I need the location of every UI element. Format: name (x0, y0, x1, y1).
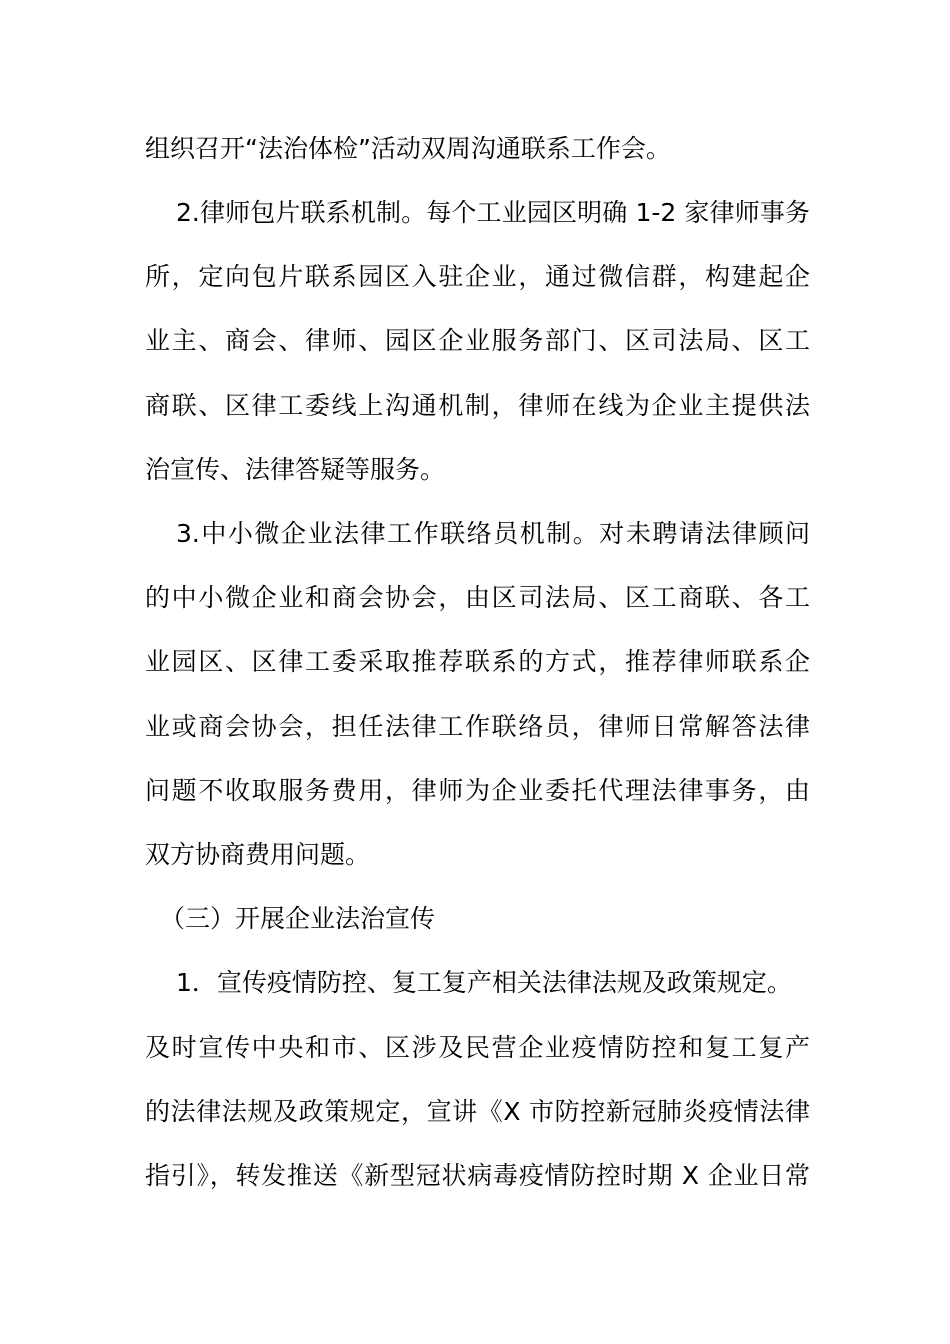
text-line: 3.中小微企业法律工作联络员机制。对未聘请法律顾问 (176, 519, 810, 548)
text-line: 双方协商费用问题。 (145, 840, 371, 869)
text-line: 的中小微企业和商会协会，由区司法局、区工商联、各工 (145, 583, 810, 612)
text-line: 业或商会协会，担任法律工作联络员，律师日常解答法律 (145, 712, 810, 741)
text-line: 治宣传、法律答疑等服务。 (145, 455, 446, 484)
text-line: 2.律师包片联系机制。每个工业园区明确 1-2 家律师事务 (176, 198, 810, 227)
text-line: 业园区、区律工委采取推荐联系的方式，推荐律师联系企 (145, 647, 810, 676)
text-line: 指引》，转发推送《新型冠状病毒疫情防控时期 X 企业日常 (145, 1161, 810, 1190)
text-line: 商联、区律工委线上沟通机制，律师在线为企业主提供法 (145, 391, 810, 420)
text-line: 所，定向包片联系园区入驻企业，通过微信群，构建起企 (145, 262, 810, 291)
text-line: 1．宣传疫情防控、复工复产相关法律法规及政策规定。 (176, 968, 792, 997)
text-line: 及时宣传中央和市、区涉及民营企业疫情防控和复工复产 (145, 1033, 810, 1062)
text-line: 组织召开“法治体检”活动双周沟通联系工作会。 (145, 134, 671, 163)
text-line: 问题不收取服务费用，律师为企业委托代理法律事务，由 (145, 776, 810, 805)
text-line: 业主、商会、律师、园区企业服务部门、区司法局、区工 (145, 326, 810, 355)
section-heading: （三）开展企业法治宣传 (160, 904, 436, 933)
text-line: 的法律法规及政策规定，宣讲《X 市防控新冠肺炎疫情法律 (145, 1097, 810, 1126)
